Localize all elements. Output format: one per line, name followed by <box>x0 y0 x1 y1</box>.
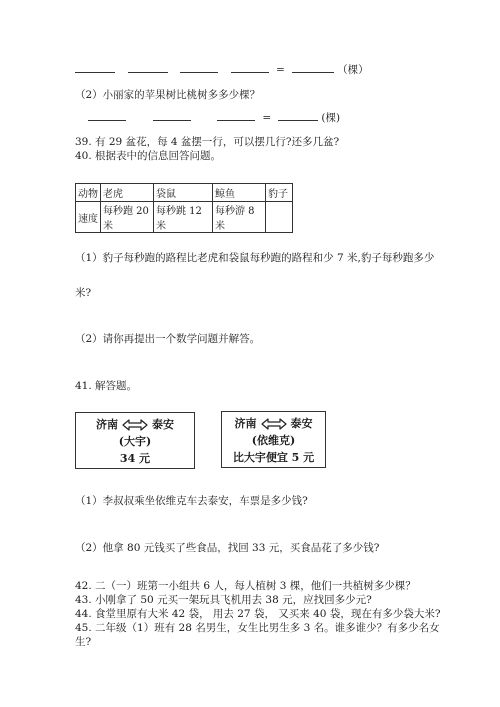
question-41-title: 41. 解答题。 <box>75 380 138 392</box>
table-cell <box>266 202 293 233</box>
table-cell: 老虎 <box>101 184 154 202</box>
q40-part1-line1: （1）豹子每秒跑的路程比老虎和袋鼠每秒跑的路程和少 7 米,豹子每秒跑多少 <box>75 252 435 264</box>
q38-answer-line-1 <box>75 62 369 77</box>
table-cell: 袋鼠 <box>154 184 213 202</box>
bus-type-label: (大宇) <box>118 435 152 448</box>
table-cell: 动物 <box>76 184 101 202</box>
price-label: 34 元 <box>119 452 151 465</box>
question-44: 44. 食堂里原有大米 42 袋， 用去 27 袋， 又买来 40 袋，现在有多少袋大米? <box>75 608 441 620</box>
blank[interactable] <box>180 62 218 73</box>
origin-label: 济南 <box>234 417 257 430</box>
blank[interactable] <box>231 62 269 73</box>
blank[interactable] <box>153 110 191 121</box>
destination-label: 泰安 <box>290 417 313 430</box>
unit-label: （棵） <box>337 64 369 76</box>
question-40-title: 40. 根据表中的信息回答问题。 <box>75 150 222 162</box>
question-42: 42. 二（一）班第一小组共 6 人，每人植树 3 棵，他们一共植树多少棵？ <box>75 580 416 592</box>
table-cell: 豹子 <box>266 184 293 202</box>
q40-part2: （2）请你再提出一个数学问题并解答。 <box>75 333 261 345</box>
blank[interactable] <box>88 110 126 121</box>
table-cell: 每秒跑 20 米 <box>101 202 154 233</box>
table-row <box>76 184 293 202</box>
question-45-line1: 45. 二年级（1）班有 28 名男生，女生比男生多 3 名。谁多谁少？有多少名女 <box>75 622 440 634</box>
blank[interactable] <box>278 110 318 121</box>
blank[interactable] <box>292 62 334 73</box>
double-arrow-icon <box>261 418 287 430</box>
blank[interactable] <box>75 62 115 73</box>
question-45-line2: 生? <box>75 636 92 648</box>
origin-label: 济南 <box>96 418 118 431</box>
q40-part1-line2: 米? <box>75 287 92 299</box>
equals-sign: = <box>262 112 272 124</box>
q38-answer-line-2 <box>88 110 340 125</box>
bus-sign-dayu <box>75 412 195 469</box>
table-cell: 每秒游 8 米 <box>213 202 266 233</box>
animal-speed-table <box>75 183 293 233</box>
equals-sign: = <box>276 64 285 76</box>
unit-label: (棵) <box>321 112 341 124</box>
question-43: 43. 小刚拿了 50 元买一架玩具飞机用去 38 元，应找回多少元? <box>75 594 372 606</box>
table-row <box>76 202 293 233</box>
q38-part2-question: （2）小丽家的苹果树比桃树多多少棵？ <box>75 89 261 101</box>
q41-part2: （2）他拿 80 元钱买了些食品，找回 33 元，买食品花了多少钱? <box>75 542 380 554</box>
table-cell: 鲸鱼 <box>213 184 266 202</box>
table-cell: 每秒跳 12 米 <box>154 202 213 233</box>
blank[interactable] <box>217 110 255 121</box>
bus-sign-iveco <box>221 411 326 468</box>
bus-type-label: (依维克) <box>251 434 296 447</box>
blank[interactable] <box>128 62 168 73</box>
price-label: 比大宇便宜 5 元 <box>232 451 315 464</box>
question-39: 39. 有 29 盆花，每 4 盆摆一行，可以摆几行?还多几盆? <box>75 136 340 148</box>
table-cell: 速度 <box>76 202 101 233</box>
q41-part1: （1）李叔叔乘坐依维克车去泰安，车票是多少钱? <box>75 495 308 507</box>
double-arrow-icon <box>122 419 148 431</box>
destination-label: 泰安 <box>152 418 174 431</box>
